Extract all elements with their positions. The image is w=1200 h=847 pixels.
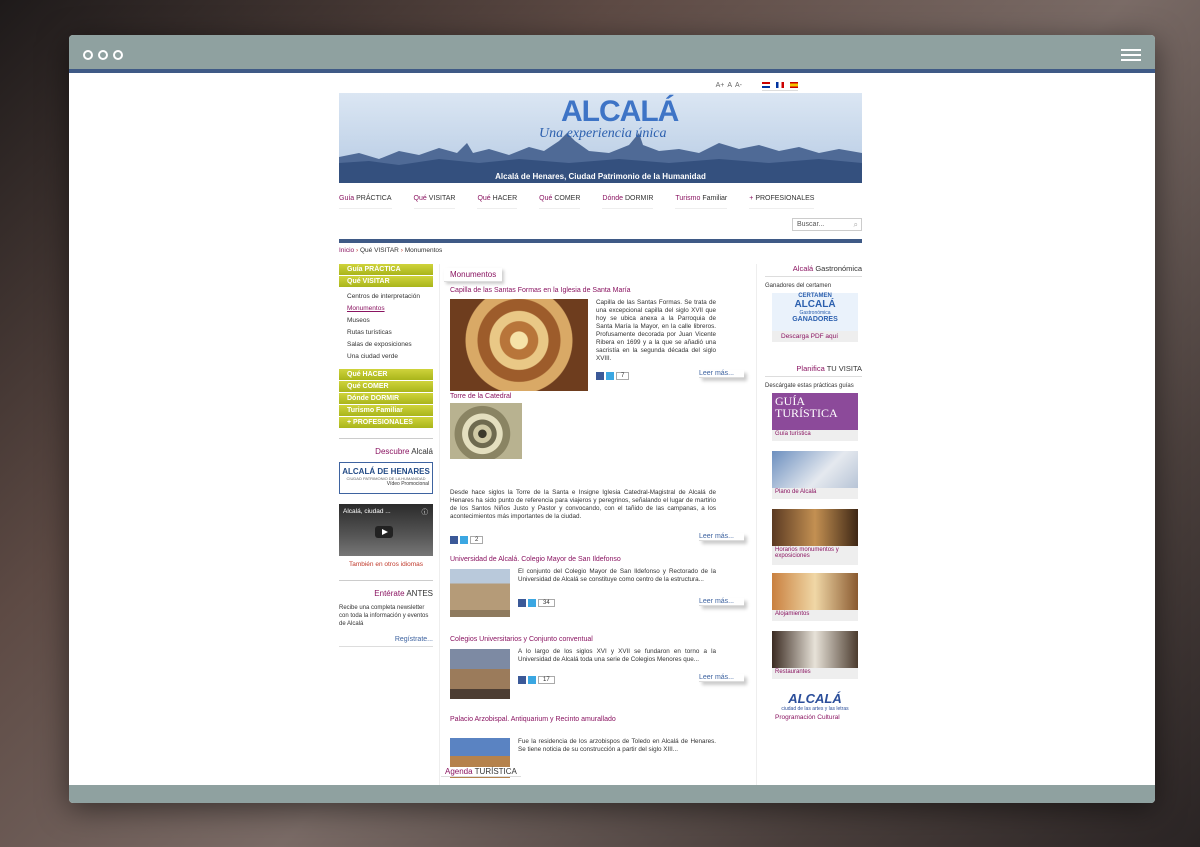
side-profesionales[interactable]: + PROFESIONALES [339,417,433,428]
font-decrease-button[interactable]: A- [735,82,742,89]
facebook-icon[interactable] [518,676,526,684]
facebook-icon[interactable] [596,372,604,380]
read-more-link[interactable]: Leer más... [699,598,744,606]
share-bar [518,676,555,684]
article-colegios [450,636,756,716]
article-text: Capilla de las Santas Formas. Se trata de una excepcional capilla del siglo XVII que hoy se ubica anexa a la Parroquia de Santa María la Mayor, en la calle libreros. Profusamente decorada por Juan Vicente Ribera en 1699 y a la que se añadió una sacristía en la segunda década del siglo XVIII. [596,299,716,362]
main-content [439,264,757,785]
side-sub-museos[interactable]: Museos [347,317,370,324]
facebook-icon[interactable] [450,536,458,544]
descubre-box [339,438,433,568]
guide-plano[interactable]: Plano de Alcalá [772,451,858,499]
guide-horarios[interactable]: Horarios monumentos y exposiciones [772,509,858,565]
side-que-comer[interactable]: Qué COMER [339,381,433,392]
read-more-link[interactable]: Leer más... [699,370,744,378]
play-icon[interactable] [375,526,393,538]
gastronomica-title: Alcalá Gastronómica [765,264,862,277]
torre-photo[interactable] [450,403,522,459]
side-sub-monumentos[interactable]: Monumentos [347,305,385,312]
site-banner[interactable] [339,93,862,183]
enterate-box [339,580,433,647]
twitter-icon[interactable] [606,372,614,380]
browser-chrome [69,35,1155,73]
left-sidebar [339,264,433,647]
alcala-cultura-logo[interactable]: ALCALÁ ciudad de las artes y las letras [781,691,849,712]
breadcrumb-home[interactable]: Inicio [339,247,355,254]
article-text: Fue la residencia de los arzobispos de Toledo en Alcalá de Henares. Se tiene noticia de su construcción a partir del siglo XIII... [518,738,716,753]
article-text: A lo largo de los siglos XVI y XVII se fundaron en torno a la Universidad de Alcalá toda una serie de Colegios Menores que... [518,648,716,663]
register-button[interactable]: Regístrate... [339,636,433,647]
nav-turismo-familiar[interactable]: Turismo Familiar [675,195,727,209]
side-turismo-familiar[interactable]: Turismo Familiar [339,405,433,416]
window-controls[interactable] [83,50,123,60]
read-more-link[interactable]: Leer más... [699,674,744,682]
article-capilla [450,287,756,393]
share-bar [596,372,629,380]
breadcrumb: Inicio › Qué VISITAR › Monumentos [339,247,443,254]
read-more-link[interactable]: Leer más... [699,533,744,541]
pdf-download-link[interactable]: Descarga PDF aquí [772,331,858,342]
article-text: Desde hace siglos la Torre de la Santa e Insigne Iglesia Catedral-Magistral de Alcalá de Henares ha sido punto de referencia para viajeros y peregrinos, señalando el lugar de martirio de los Santos Niños Justo y Pastor y convocando, con el tañido de las campanas, a los acontecimientos más importantes de la ciudad. [450,489,716,520]
flag-es-icon[interactable] [790,82,798,88]
side-donde-dormir[interactable]: Dónde DORMIR [339,393,433,404]
guides-intro: Descárgate estas prácticas guías [765,383,854,389]
alcala-logo: ALCALÁ [561,95,679,128]
article-title[interactable]: Palacio Arzobispal. Antiquarium y Recinto amurallado [450,716,616,723]
promo-video-banner[interactable]: ALCALÁ DE HENARES CIUDAD PATRIMONIO DE LA HUMANIDAD Vídeo Promocional [339,462,433,494]
guide-guia-turistica[interactable]: GUÍA TURÍSTICA Guía turística [772,393,858,441]
share-bar [518,599,555,607]
header-divider [339,239,862,243]
banner-claim: Alcalá de Henares, Ciudad Patrimonio de la Humanidad [495,172,706,181]
capilla-photo[interactable] [450,299,588,391]
video-title: Alcalá, ciudad ... [343,508,391,515]
newsletter-text: Recibe una completa newsletter con toda la información y eventos de Alcalá [339,605,429,627]
side-que-hacer[interactable]: Qué HACER [339,369,433,380]
browser-bottom-bar [69,785,1155,803]
banner-tagline: Una experiencia única [539,126,667,141]
article-universidad [450,556,756,636]
article-title[interactable]: Torre de la Catedral [450,393,512,400]
share-count: 2 [470,536,483,544]
nav-guia-practica[interactable]: Guía PRÁCTICA [339,195,392,209]
section-title: Monumentos [444,268,502,282]
article-title[interactable]: Universidad de Alcalá. Colegio Mayor de San Ildefonso [450,556,621,563]
agenda-title: Agenda TURÍSTICA [441,767,521,777]
programacion-link[interactable]: Programación Cultural [775,714,840,721]
article-title[interactable]: Colegios Universitarios y Conjunto conventual [450,636,593,643]
font-increase-button[interactable]: A+ [715,82,725,89]
universidad-photo[interactable] [450,569,510,617]
side-sub-ciudad-verde[interactable]: Una ciudad verde [347,353,398,360]
main-nav [339,195,862,209]
guide-alojamientos[interactable]: Alojamientos [772,573,858,621]
browser-window [69,35,1155,803]
side-sub-centros[interactable]: Centros de interpretación [347,293,420,300]
guide-restaurantes[interactable]: Restaurantes [772,631,858,679]
share-count: 17 [538,676,555,684]
breadcrumb-section[interactable]: Qué VISITAR [359,247,399,254]
web-page [339,77,862,785]
share-count: 34 [538,599,555,607]
flag-en-icon[interactable] [762,82,770,88]
share-count: 7 [616,372,629,380]
nav-que-comer[interactable]: Qué COMER [539,195,580,209]
search-icon[interactable]: ⌕ [853,220,858,229]
breadcrumb-current: Monumentos [404,247,443,254]
nav-que-visitar[interactable]: Qué VISITAR [414,195,456,209]
search-input[interactable]: Buscar... ⌕ [792,218,862,231]
font-normal-button[interactable]: A [727,82,732,89]
twitter-icon[interactable] [528,599,536,607]
font-size-controls[interactable] [716,82,742,89]
video-player[interactable] [339,504,433,556]
enterate-title: Entérate ANTES [374,589,433,598]
article-torre [450,393,756,556]
ganadores-label: Ganadores del certamen [765,283,832,289]
planifica-title: Planifica TU VISITA [765,364,862,377]
certamen-banner[interactable]: CERTAMEN ALCALÁ Gastronómica GANADORES [772,293,858,331]
twitter-icon[interactable] [460,536,468,544]
descubre-title: Descubre Alcalá [375,447,433,456]
side-que-visitar[interactable]: Qué VISITAR [339,276,433,287]
nav-donde-dormir[interactable]: Dónde DORMIR [602,195,653,209]
side-sub-salas[interactable]: Salas de exposiciones [347,341,412,348]
info-icon[interactable]: ⓘ [421,509,428,516]
article-text: El conjunto del Colegio Mayor de San Ildefonso y Rectorado de la Universidad de Alcalá se constituye como centro de la estructura... [518,568,716,583]
nav-que-hacer[interactable]: Qué HACER [477,195,517,209]
twitter-icon[interactable] [528,676,536,684]
facebook-icon[interactable] [518,599,526,607]
language-flags [762,82,798,91]
nav-profesionales[interactable]: + PROFESIONALES [749,195,814,209]
side-guia-practica[interactable]: Guía PRÁCTICA [339,264,433,275]
article-title[interactable]: Capilla de las Santas Formas en la Iglesia de Santa María [450,287,631,294]
right-sidebar [765,264,862,785]
share-bar [450,536,483,544]
colegios-photo[interactable] [450,649,510,699]
flag-fr-icon[interactable] [776,82,784,88]
other-languages-link[interactable]: También en otros idiomas [348,561,424,568]
hamburger-menu-icon[interactable] [1121,49,1141,64]
side-sub-rutas[interactable]: Rutas turísticas [347,329,392,336]
